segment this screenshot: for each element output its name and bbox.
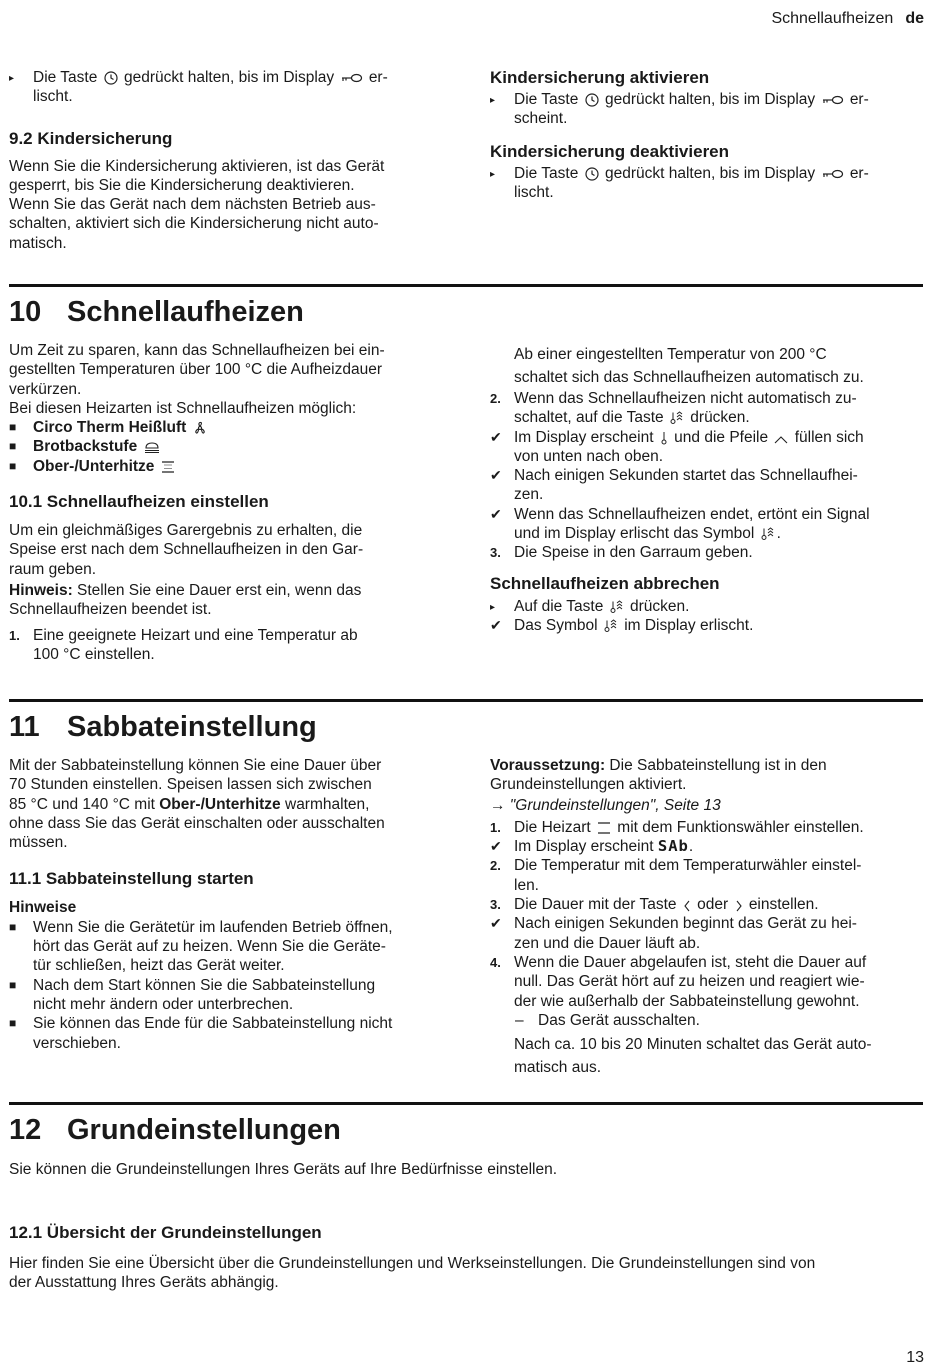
s11-step4: 4. Wenn die Dauer abgelaufen ist, steht die Dauer auf null. Das Gerät hört auf zu heizen und reagiert wie- der wie außerhalb der Sabbateinstellung gewohnt. — [490, 953, 867, 1010]
s10-right-column — [490, 343, 922, 635]
s10-sub-intro: Um ein gleichmäßiges Garergebnis zu erhalten, die Speise erst nach dem Schnellaufheizen in den Gar- raum geben. — [9, 522, 364, 578]
s12-heading — [9, 1113, 341, 1147]
s11-right-column — [490, 756, 922, 1079]
prerequisite: Voraussetzung: Die Sabbateinstellung ist in den Grundeinstellungen aktiviert. — [490, 757, 827, 794]
s9-intro: Wenn Sie die Kindersicherung aktivieren, ist das Gerät gesperrt, bis Sie die Kindersicherung deaktivieren. Wenn Sie das Gerät nach dem nächsten Betrieb aus- schalten, aktiviert sich die Kindersicherung nicht auto- matisch. — [9, 157, 385, 252]
clock-key-icon — [585, 93, 599, 107]
s12-title: Grundeinstellungen — [67, 1114, 341, 1146]
header-section: Schnellaufheizen — [771, 10, 894, 27]
activate-step: ▸ Die Taste gedrückt halten, bis im Display er- scheint. — [490, 91, 869, 128]
display-readout: SAb — [657, 837, 689, 856]
top-bottom-heat-icon — [161, 460, 175, 474]
s9-step1: ▸ Die Taste gedrückt halten, bis im Display er- lischt. — [9, 69, 388, 106]
s10-step1: 1. Eine geeignete Heizart und eine Temperatur ab 100 °C einstellen. — [9, 626, 358, 663]
bread-baking-icon — [144, 440, 160, 454]
result-marker: ✔ — [490, 838, 502, 855]
page-number: 13 — [906, 1349, 924, 1366]
bullet-marker: ■ — [9, 439, 17, 454]
deactivate-title: Kindersicherung deaktivieren — [490, 141, 730, 161]
result-marker: ✔ — [490, 616, 502, 633]
activate-title: Kindersicherung aktivieren — [490, 68, 710, 87]
s10-intro: Um Zeit zu sparen, kann das Schnellaufheizen bei ein- gestellten Temperaturen über 100 °C die Aufheizdauer verkürzen. Bei diesen Heizarten ist Schnellaufheizen möglich: — [9, 342, 385, 417]
chevron-right-icon — [735, 900, 743, 912]
step-number: 4. — [490, 954, 501, 970]
section-divider — [9, 699, 923, 702]
result-marker: ✔ — [490, 505, 502, 522]
s10-result2a: ✔ Im Display erscheint und die Pfeile füllen sich von unten nach oben. — [490, 428, 864, 465]
s11-step2: 2. Die Temperatur mit dem Temperaturwähler einstel- len. — [490, 857, 862, 894]
rapid-heat-icon — [761, 527, 775, 541]
result-marker: ✔ — [490, 915, 502, 932]
s11-title: Sabbateinstellung — [67, 711, 317, 743]
clock-key-icon — [585, 167, 599, 181]
s10-number: 10 — [9, 296, 42, 328]
header-lang: de — [905, 10, 924, 27]
s12-sub-intro: Hier finden Sie eine Übersicht über die Grundeinstellungen und Werkseinstellungen. Die Grundeinstellungen sind von der Ausstattung Ihres Geräts abhängig. — [9, 1255, 816, 1292]
s10-hint: Hinweis: Stellen Sie eine Dauer erst ein, wenn das Schnellaufheizen beendet ist. — [9, 581, 362, 619]
s9-right-column — [490, 68, 922, 202]
s10-result2b: ✔ Nach einigen Sekunden startet das Schnellaufhei- zen. — [490, 467, 858, 504]
bullet-marker: ■ — [9, 420, 17, 435]
s10-left-column — [9, 341, 441, 664]
deactivate-step: ▸ Die Taste gedrückt halten, bis im Display er- lischt. — [490, 164, 869, 201]
step-marker: ▸ — [490, 95, 496, 106]
s10-step3: 3. Die Speise in den Garraum geben. — [490, 544, 753, 562]
notes-title: Hinweise — [9, 899, 77, 917]
cancel-result: ✔ Das Symbol im Display erlischt. — [490, 616, 754, 634]
step-marker: ▸ — [490, 601, 496, 613]
step-number: 1. — [490, 819, 501, 835]
s11-intro: Mit der Sabbateinstellung können Sie eine Dauer über 70 Stunden einstellen. Speisen lassen sich zwischen 85 °C und 140 °C mit Ober-/Unterhitze warmhalten, ohne dass Sie das Gerät einschalten oder ausschalten müssen. — [9, 757, 385, 852]
s10-subtitle: 10.1 Schnellaufheizen einstellen — [9, 492, 269, 512]
child-lock-icon — [822, 95, 844, 107]
s11-subtitle: 11.1 Sabbateinstellung starten — [9, 869, 254, 889]
s11-step1: 1. Die Heizart mit dem Funktionswähler einstellen. — [490, 818, 864, 836]
clock-key-icon — [104, 71, 118, 85]
chevron-left-icon — [683, 900, 691, 912]
s10-title: Schnellaufheizen — [67, 296, 304, 328]
running-header — [771, 10, 924, 28]
child-lock-icon — [341, 73, 363, 85]
bullet-marker: ■ — [9, 1016, 17, 1031]
s11-result3: ✔ Nach einigen Sekunden beginnt das Gerät zu hei- zen und die Dauer läuft ab. — [490, 915, 857, 952]
rapid-heat-icon — [604, 619, 618, 633]
section-divider — [9, 284, 923, 287]
s11-number: 11 — [9, 711, 40, 743]
s12-number: 12 — [9, 1114, 42, 1146]
step-number: 2. — [490, 391, 501, 406]
note-item: ■ Nach dem Start können Sie die Sabbateinstellung nicht mehr ändern oder unterbrechen. — [9, 976, 376, 1013]
s11-step3: 3. Die Dauer mit der Taste oder einstellen. — [490, 896, 819, 914]
s10-heading — [9, 295, 304, 329]
thermometer-icon — [660, 431, 668, 445]
step-number: 3. — [490, 545, 501, 561]
mode-item: ■ Circo Therm Heißluft — [9, 418, 441, 437]
s10-result2c: ✔ Wenn das Schnellaufheizen endet, ertönt ein Signal und im Display erlischt das Symbol . — [490, 505, 870, 543]
step-number: 3. — [490, 897, 501, 913]
step-number: 1. — [9, 627, 20, 643]
s10-step1-continued: Ab einer eingestellten Temperatur von 200 °C schaltet sich das Schnellaufheizen automatisch zu. — [514, 346, 864, 386]
heat-arrows-icon — [774, 435, 788, 445]
s12-subtitle: 12.1 Übersicht der Grundeinstellungen — [9, 1223, 322, 1242]
note-item: ■ Sie können das Ende für die Sabbateinstellung nicht verschieben. — [9, 1015, 393, 1052]
s11-step4-note: Nach ca. 10 bis 20 Minuten schaltet das Gerät auto- matisch aus. — [514, 1036, 872, 1077]
s11-heading — [9, 710, 317, 744]
step-marker: ▸ — [9, 73, 15, 84]
s11-left-column — [9, 756, 441, 1053]
s10-step2: 2. Wenn das Schnellaufheizen nicht automatisch zu- schaltet, auf die Taste drücken. — [490, 390, 857, 427]
s9-subtitle: 9.2 Kindersicherung — [9, 128, 173, 148]
result-marker: ✔ — [490, 428, 502, 445]
mode-item: ■ Ober-/Unterhitze — [9, 457, 441, 476]
cross-reference-link[interactable]: → "Grundeinstellungen", Seite 13 — [490, 796, 721, 814]
cancel-title: Schnellaufheizen abbrechen — [490, 573, 720, 593]
bullet-marker: ■ — [9, 977, 17, 992]
note-item: ■ Wenn Sie die Gerätetür im laufenden Betrieb öffnen, hört das Gerät auf zu heizen. Wenn Sie die Geräte- tür schließen, heizt das Gerät weiter. — [9, 918, 393, 975]
section-divider — [9, 1102, 923, 1105]
rapid-heat-icon — [670, 411, 684, 425]
circotherm-fan-icon — [193, 421, 207, 435]
rapid-heat-icon — [610, 600, 624, 614]
s11-substep: – Das Gerät ausschalten. — [515, 1011, 700, 1029]
child-lock-icon — [822, 169, 844, 181]
s11-result1: ✔ Im Display erscheint SAb. — [490, 837, 694, 856]
cancel-step: ▸ Auf die Taste drücken. — [490, 597, 922, 616]
s9-left-column — [9, 68, 441, 253]
step-marker: ▸ — [490, 168, 496, 180]
bullet-marker: ■ — [9, 919, 17, 934]
result-marker: ✔ — [490, 467, 502, 484]
mode-item: ■ Brotbackstufe — [9, 437, 441, 456]
step-number: 2. — [490, 858, 501, 874]
bullet-marker: ■ — [9, 458, 17, 473]
dash-marker: – — [515, 1011, 524, 1029]
top-bottom-heat-icon — [597, 821, 611, 835]
s12-intro: Sie können die Grundeinstellungen Ihres Geräts auf Ihre Bedürfnisse einstellen. — [9, 1161, 558, 1178]
